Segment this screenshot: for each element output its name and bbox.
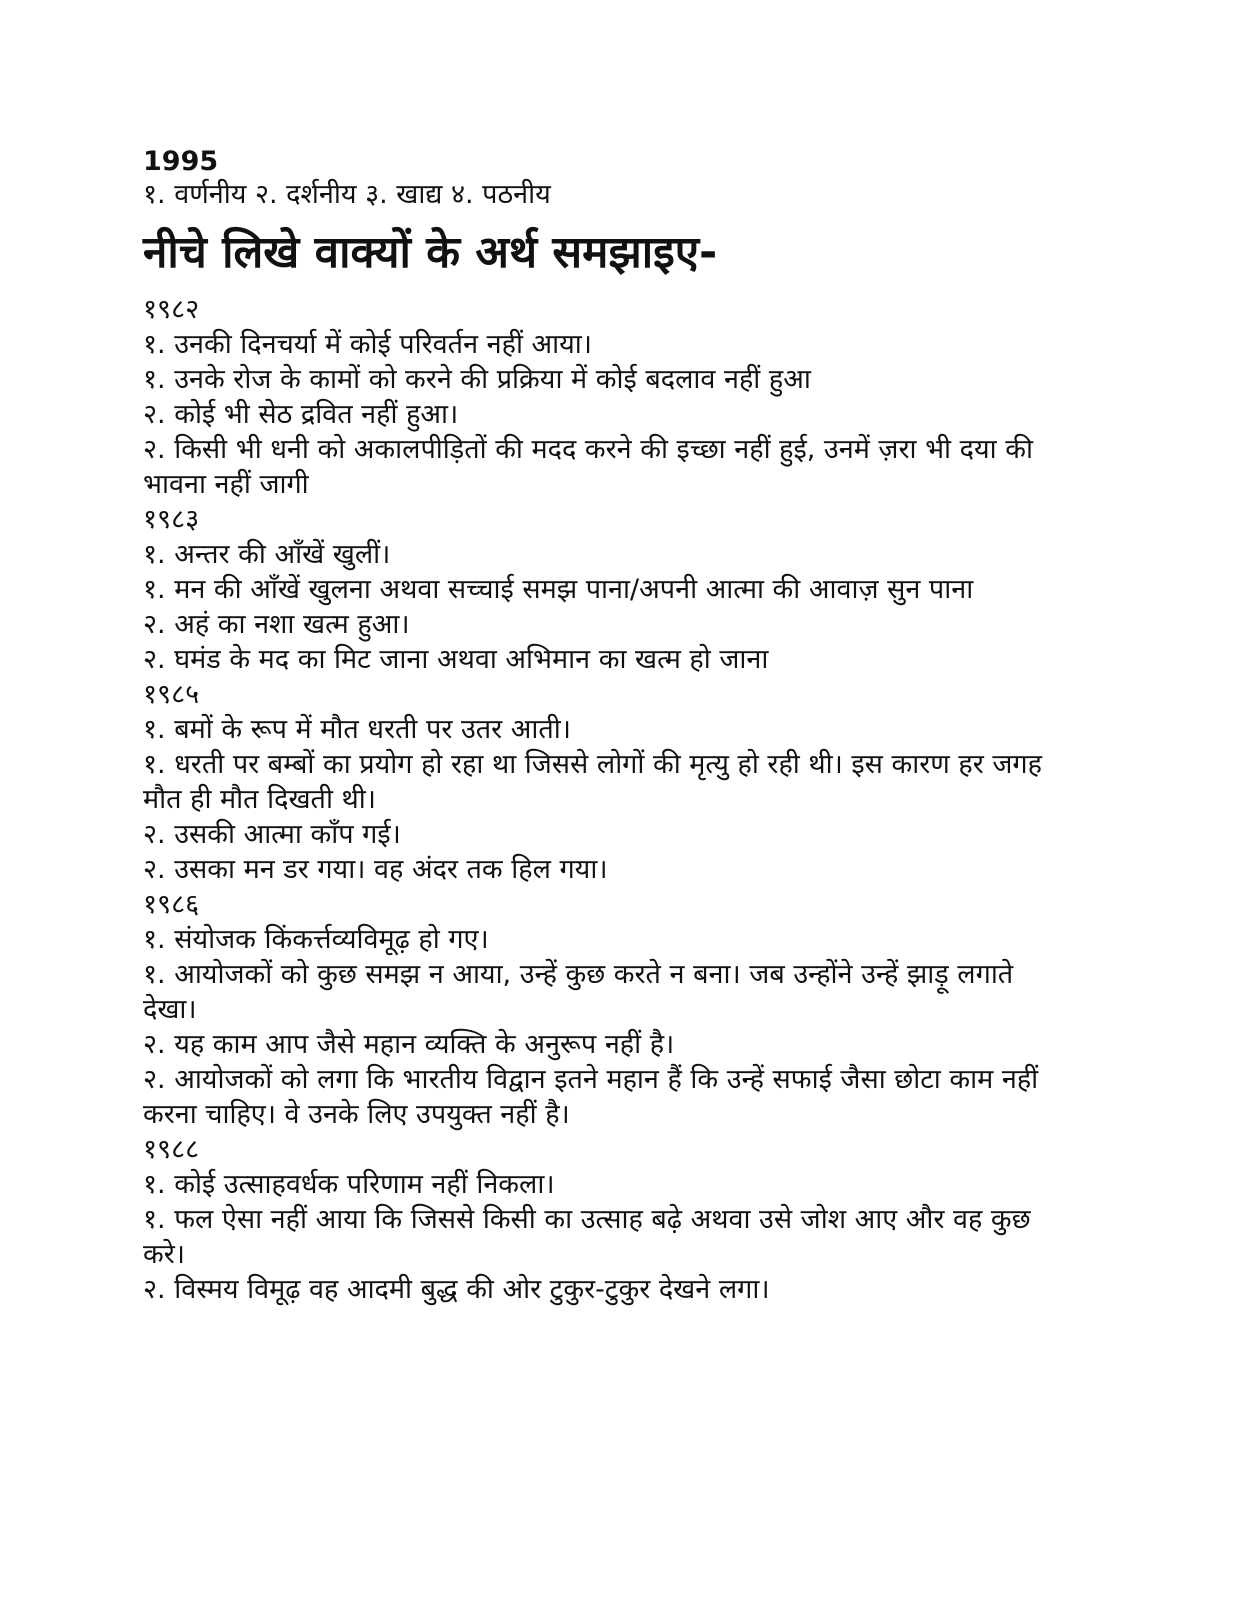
sentence-line: २. यह काम आप जैसे महान व्यक्ति के अनुरूप नहीं है।	[143, 1029, 675, 1060]
sentence-line: १. संयोजक किंकर्त्तव्यविमूढ़ हो गए।	[143, 924, 489, 955]
meaning-line: १. फल ऐसा नहीं आया कि जिससे किसी का उत्साह बढ़े अथवा उसे जोश आए और वह कुछ करे।	[143, 1204, 1031, 1270]
sentence-line: १. बमों के रूप में मौत धरती पर उतर आती।	[143, 714, 571, 745]
sentence-line: १. अन्तर की आँखें खुलीं।	[143, 539, 391, 570]
sentence-line: २. अहं का नशा खत्म हुआ।	[143, 609, 410, 640]
sentence-line: १. उनकी दिनचर्या में कोई परिवर्तन नहीं आया।	[143, 329, 593, 360]
year-1985: १९८५	[143, 679, 200, 710]
meaning-line: २. घमंड के मद का मिट जाना अथवा अभिमान का खत्म हो जाना	[143, 644, 769, 675]
year-1986: १९८६	[143, 889, 200, 920]
document-page	[143, 147, 1073, 1307]
meaning-line: २. किसी भी धनी को अकालपीड़ितों की मदद करने की इच्छा नहीं हुई, उनमें ज़रा भी दया की भावना नहीं जागी	[143, 434, 1033, 500]
meaning-line: २. उसका मन डर गया। वह अंदर तक हिल गया।	[143, 854, 608, 885]
year-1988: १९८८	[143, 1134, 200, 1165]
sentence-line: २. उसकी आत्मा काँप गई।	[143, 819, 401, 850]
meaning-line: १. आयोजकों को कुछ समझ न आया, उन्हें कुछ करते न बना। जब उन्होंने उन्हें झाड़ू लगाते देखा।	[143, 959, 1014, 1025]
meaning-line: १. मन की आँखें खुलना अथवा सच्चाई समझ पाना/अपनी आत्मा की आवाज़ सुन पाना	[143, 574, 974, 605]
year-1983: १९८३	[143, 504, 200, 535]
year-1995: 1995	[143, 146, 219, 177]
sentence-line: २. कोई भी सेठ द्रवित नहीं हुआ।	[143, 399, 459, 430]
sentence-line: २. विस्मय विमूढ़ वह आदमी बुद्ध की ओर टुकुर-टुकुर देखने लगा।	[143, 1274, 770, 1305]
meaning-line: २. आयोजकों को लगा कि भारतीय विद्वान इतने महान हैं कि उन्हें सफाई जैसा छोटा काम नहीं करना चाहिए। वे उनके लिए उपयुक्त नहीं है।	[143, 1064, 1039, 1130]
word-list: १. वर्णनीय २. दर्शनीय ३. खाद्य ४. पठनीय	[143, 179, 551, 210]
year-1982: १९८२	[143, 294, 200, 325]
meaning-line: १. उनके रोज के कामों को करने की प्रक्रिया में कोई बदलाव नहीं हुआ	[143, 364, 811, 395]
meaning-line: १. धरती पर बम्बों का प्रयोग हो रहा था जिससे लोगों की मृत्यु हो रही थी। इस कारण हर जगह मौत ही मौत दिखती थी।	[143, 749, 1042, 815]
section-heading: नीचे लिखे वाक्यों के अर्थ समझाइए-	[143, 227, 718, 278]
sentence-line: १. कोई उत्साहवर्धक परिणाम नहीं निकला।	[143, 1169, 555, 1200]
